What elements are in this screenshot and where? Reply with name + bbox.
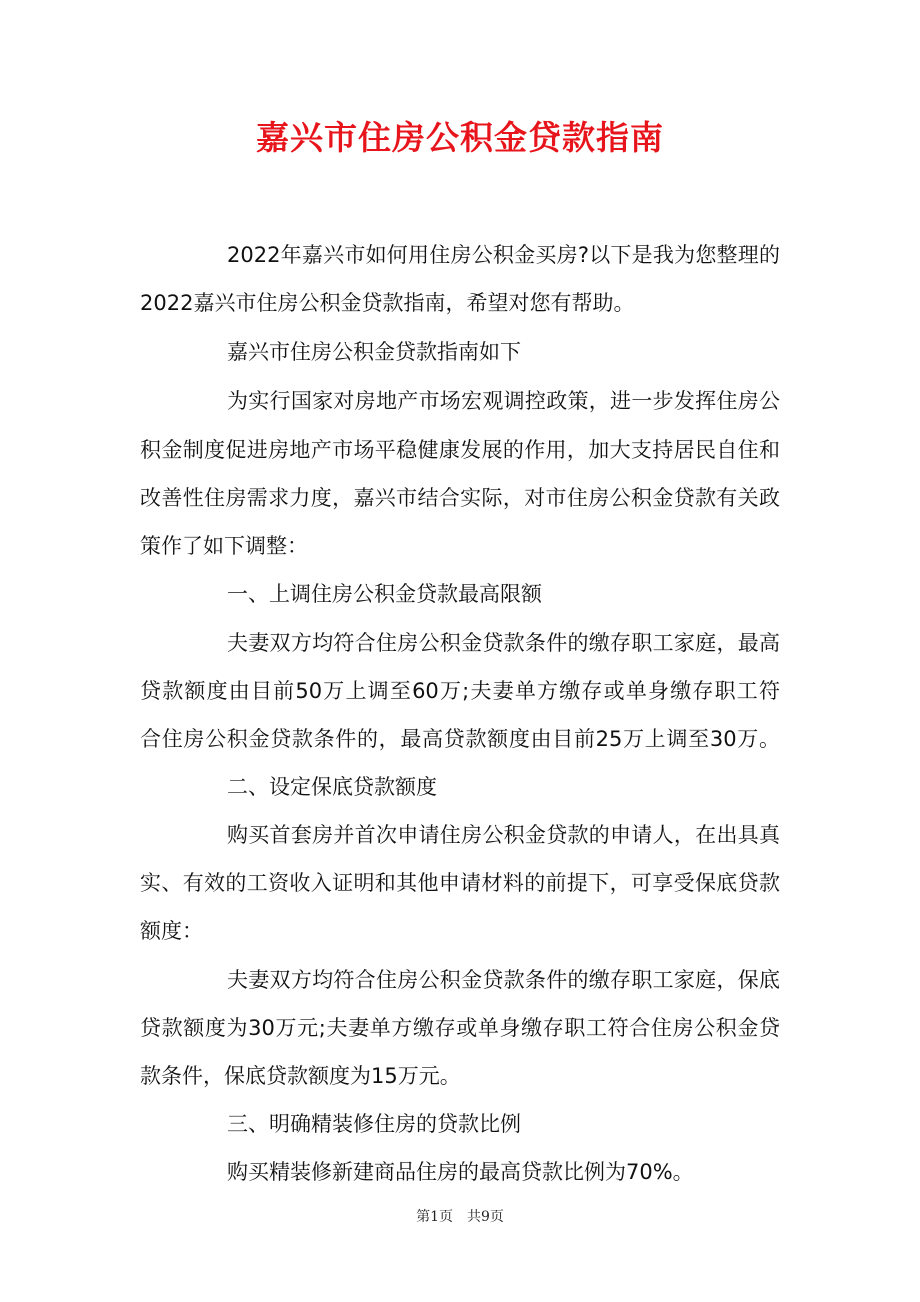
document-title: 嘉兴市住房公积金贷款指南: [256, 118, 664, 157]
paragraph-line: 夫妻双方均符合住房公积金贷款条件的缴存职工家庭，保底: [227, 968, 780, 992]
section-heading: 一、上调住房公积金贷款最高限额: [227, 582, 542, 606]
paragraph-line: 嘉兴市住房公积金贷款指南如下: [227, 340, 521, 364]
paragraph-line: 积金制度促进房地产市场平稳健康发展的作用，加大支持居民自住和: [140, 438, 780, 462]
paragraph-line: 贷款额度由目前50万上调至60万;夫妻单方缴存或单身缴存职工符: [140, 679, 780, 703]
paragraph-line: 贷款额度为30万元;夫妻单方缴存或单身缴存职工符合住房公积金贷: [140, 1016, 780, 1040]
paragraph-line: 夫妻双方均符合住房公积金贷款条件的缴存职工家庭，最高: [227, 631, 780, 655]
paragraph-line: 购买首套房并首次申请住房公积金贷款的申请人，在出具真: [227, 823, 780, 847]
paragraph-line: 实、有效的工资收入证明和其他申请材料的前提下，可享受保底贷款: [140, 871, 780, 895]
paragraph-line: 合住房公积金贷款条件的，最高贷款额度由目前25万上调至30万。: [140, 727, 780, 751]
paragraph-line: 款条件，保底贷款额度为15万元。: [140, 1064, 461, 1088]
section-heading: 三、明确精装修住房的贷款比例: [227, 1112, 521, 1136]
page-number: 第1页 共9页: [416, 1209, 504, 1225]
paragraph-line: 2022嘉兴市住房公积金贷款指南，希望对您有帮助。: [140, 291, 635, 315]
paragraph-line: 额度：: [140, 919, 203, 943]
section-heading: 二、设定保底贷款额度: [227, 775, 437, 799]
paragraph-line: 2022年嘉兴市如何用住房公积金买房?以下是我为您整理的: [227, 243, 780, 267]
paragraph-line: 改善性住房需求力度，嘉兴市结合实际，对市住房公积金贷款有关政: [140, 486, 780, 510]
paragraph-line: 购买精装修新建商品住房的最高贷款比例为70%。: [227, 1160, 694, 1184]
paragraph-line: 策作了如下调整：: [140, 534, 308, 558]
paragraph-line: 为实行国家对房地产市场宏观调控政策，进一步发挥住房公: [227, 389, 780, 413]
